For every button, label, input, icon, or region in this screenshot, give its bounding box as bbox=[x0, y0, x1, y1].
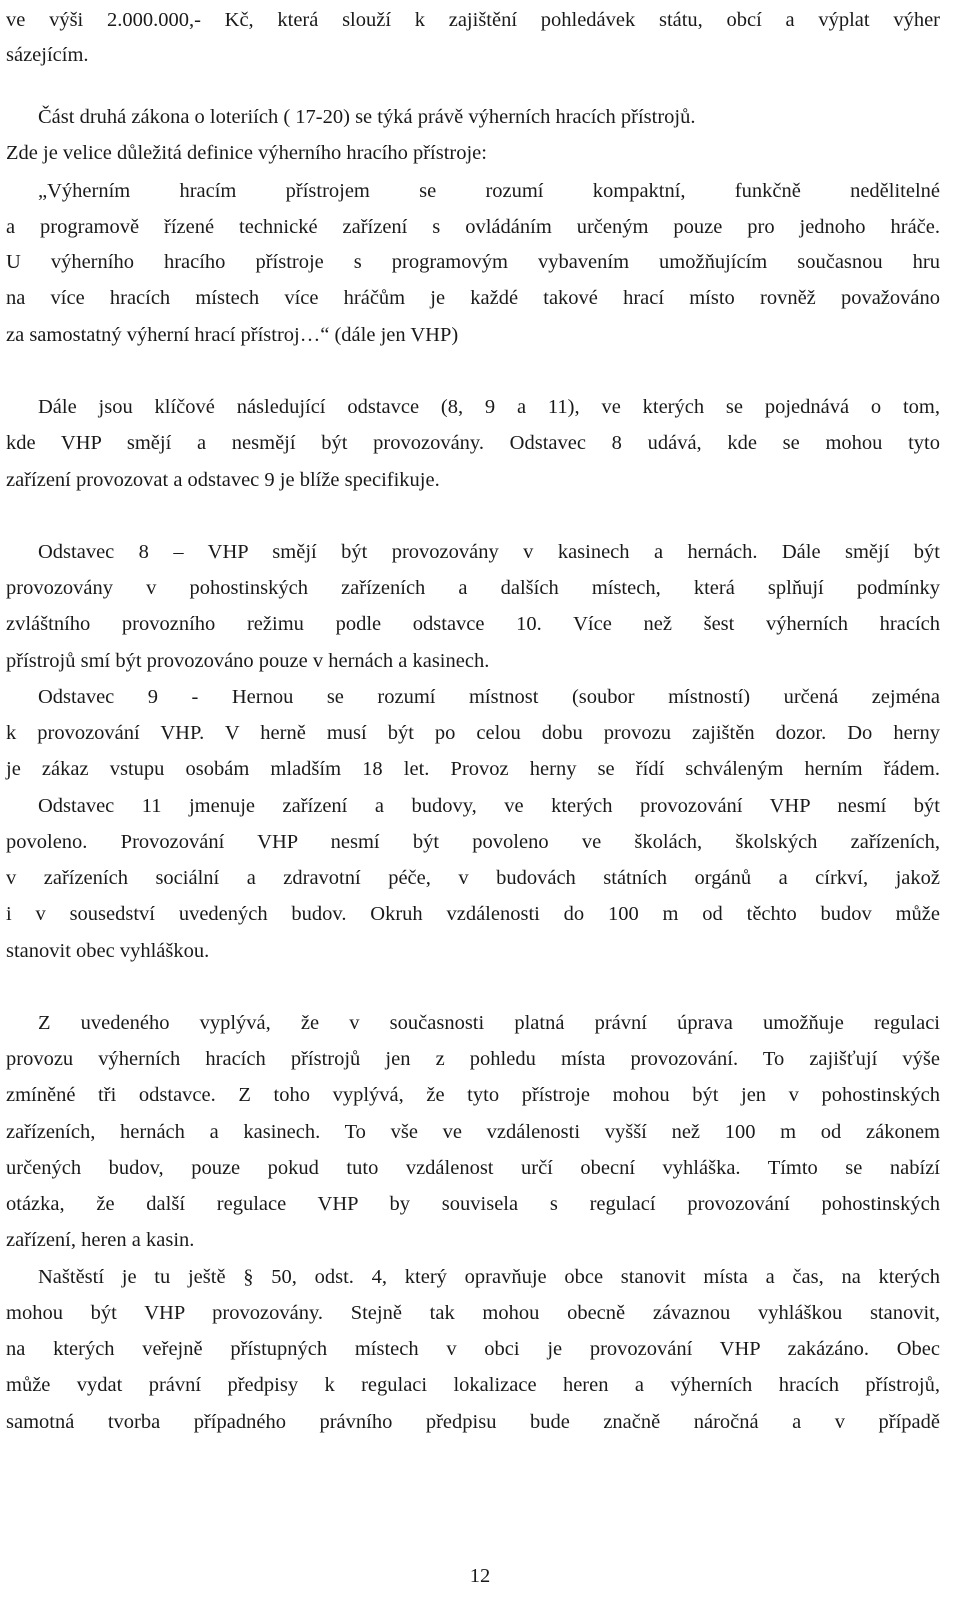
text-line: samotná tvorba případného právního předpisu bude značně náročná a v případě bbox=[6, 1411, 940, 1433]
text-line: otázka, že další regulace VHP by souvisela s regulací provozování pohostinských bbox=[6, 1193, 940, 1215]
text-line: Odstavec 8 – VHP smějí být provozovány v kasinech a hernách. Dále smějí být bbox=[38, 541, 940, 563]
text-line: Naštěstí je tu ještě § 50, odst. 4, který opravňuje obce stanovit místa a čas, na kterých bbox=[38, 1266, 940, 1288]
page-number: 12 bbox=[469, 1565, 491, 1587]
text-line: sázejícím. bbox=[6, 44, 89, 66]
text-line: zvláštního provozního režimu podle odstavce 10. Více než šest výherních hracích bbox=[6, 613, 940, 635]
text-line: Z uvedeného vyplývá, že v současnosti platná právní úprava umožňuje regulaci bbox=[38, 1012, 940, 1034]
text-line: provozu výherních hracích přístrojů jen z pohledu místa provozování. To zajišťují výše bbox=[6, 1048, 940, 1070]
text-line: stanovit obec vyhláškou. bbox=[6, 940, 210, 962]
text-line: zařízení provozovat a odstavec 9 je blíže specifikuje. bbox=[6, 469, 440, 491]
text-line: ve výši 2.000.000,- Kč, která slouží k zajištění pohledávek státu, obcí a výplat výher bbox=[6, 9, 940, 31]
text-line: mohou být VHP provozovány. Stejně tak mohou obecně závaznou vyhláškou stanovit, bbox=[6, 1302, 940, 1324]
text-line: Zde je velice důležitá definice výherního hracího přístroje: bbox=[6, 142, 487, 164]
text-line: zařízení, heren a kasin. bbox=[6, 1229, 195, 1251]
text-line: a programově řízené technické zařízení s ovládáním určeným pouze pro jednoho hráče. bbox=[6, 216, 940, 238]
text-line: na kterých veřejně přístupných místech v obci je provozování VHP zakázáno. Obec bbox=[6, 1338, 940, 1360]
text-line: povoleno. Provozování VHP nesmí být povoleno ve školách, školských zařízeních, bbox=[6, 831, 940, 853]
text-line: v zařízeních sociální a zdravotní péče, v budovách státních orgánů a církví, jakož bbox=[6, 867, 940, 889]
text-line: kde VHP smějí a nesmějí být provozovány. Odstavec 8 udává, kde se mohou tyto bbox=[6, 432, 940, 454]
text-line: na více hracích místech více hráčům je každé takové hrací místo rovněž považováno bbox=[6, 287, 940, 309]
text-line: je zákaz vstupu osobám mladším 18 let. Provoz herny se řídí schváleným herním řádem. bbox=[6, 758, 940, 780]
text-line: „Výherním hracím přístrojem se rozumí kompaktní, funkčně nedělitelné bbox=[38, 180, 940, 202]
text-line: i v sousedství uvedených budov. Okruh vzdálenosti do 100 m od těchto budov může bbox=[6, 903, 940, 925]
text-line: určených budov, pouze pokud tuto vzdálenost určí obecní vyhláška. Tímto se nabízí bbox=[6, 1157, 940, 1179]
text-line: zařízeních, hernách a kasinech. To vše ve vzdálenosti vyšší než 100 m od zákonem bbox=[6, 1121, 940, 1143]
text-line: zmíněné tři odstavce. Z toho vyplývá, že tyto přístroje mohou být jen v pohostinských bbox=[6, 1084, 940, 1106]
text-line: Část druhá zákona o loteriích ( 17-20) se týká právě výherních hracích přístrojů. bbox=[38, 106, 696, 128]
text-line: Dále jsou klíčové následující odstavce (8, 9 a 11), ve kterých se pojednává o tom, bbox=[38, 396, 940, 418]
text-line: Odstavec 11 jmenuje zařízení a budovy, ve kterých provozování VHP nesmí být bbox=[38, 795, 940, 817]
text-line: může vydat právní předpisy k regulaci lokalizace heren a výherních hracích přístrojů, bbox=[6, 1374, 940, 1396]
text-line: provozovány v pohostinských zařízeních a dalších místech, která splňují podmínky bbox=[6, 577, 940, 599]
text-line: za samostatný výherní hrací přístroj…“ (dále jen VHP) bbox=[6, 324, 459, 346]
text-line: U výherního hracího přístroje s programovým vybavením umožňujícím současnou hru bbox=[6, 251, 940, 273]
text-line: přístrojů smí být provozováno pouze v hernách a kasinech. bbox=[6, 650, 490, 672]
text-line: Odstavec 9 - Hernou se rozumí místnost (soubor místností) určená zejména bbox=[38, 686, 940, 708]
text-line: k provozování VHP. V herně musí být po celou dobu provozu zajištěn dozor. Do herny bbox=[6, 722, 940, 744]
